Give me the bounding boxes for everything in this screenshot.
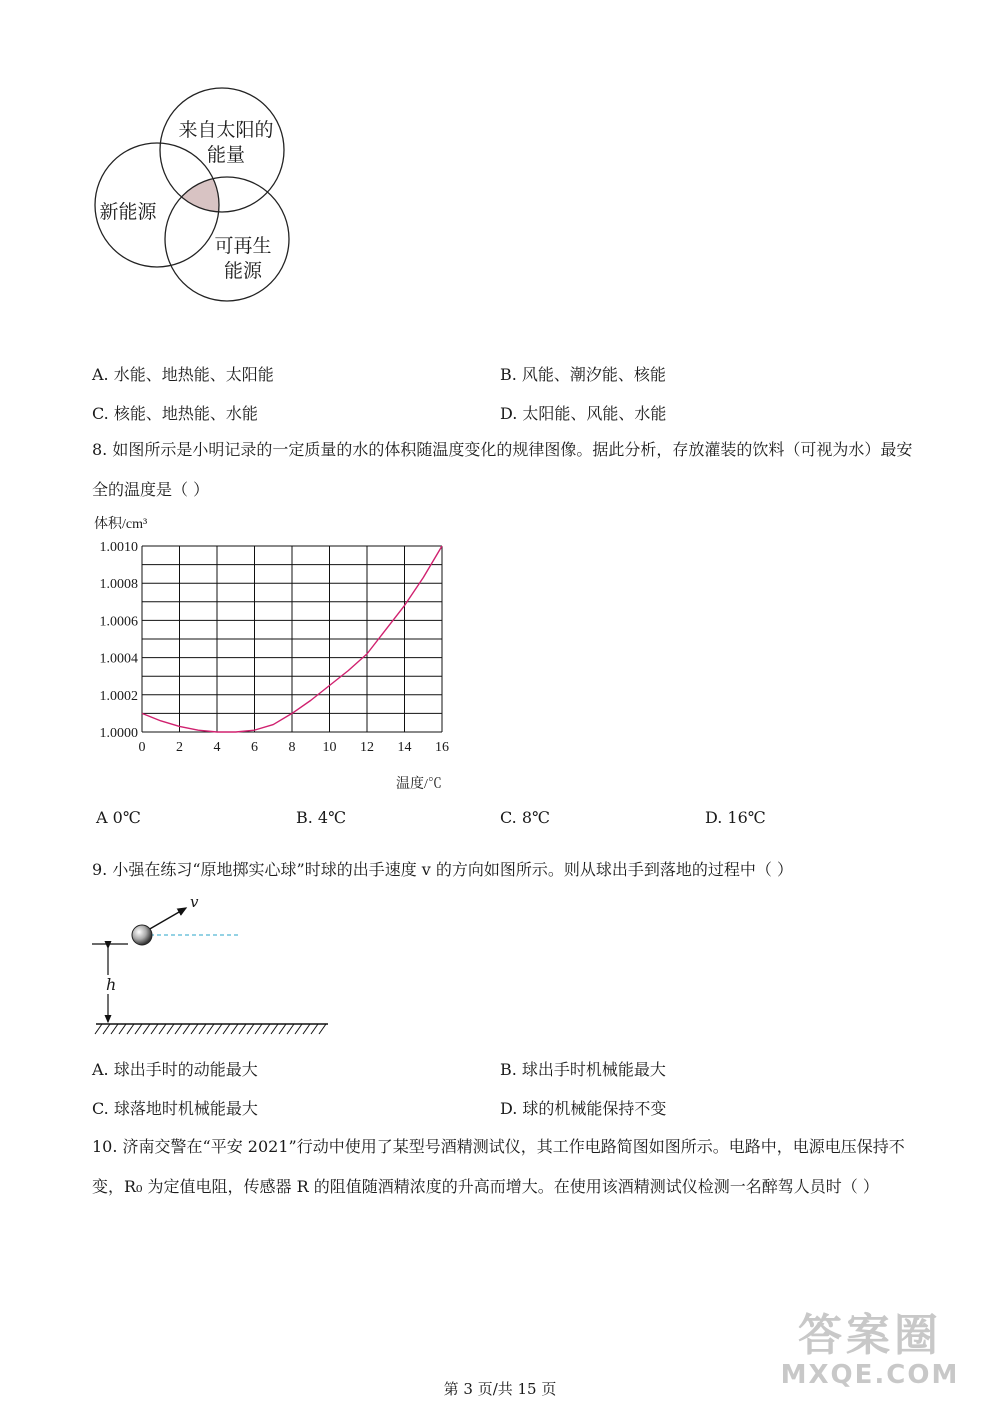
q9-option-c: C. 球落地时机械能最大 bbox=[92, 1099, 258, 1118]
q7-option-b: B. 风能、潮汐能、核能 bbox=[500, 365, 666, 384]
h-label: h bbox=[106, 975, 117, 994]
q8-option-a: A 0℃ bbox=[96, 808, 141, 827]
watermark bbox=[760, 1312, 980, 1402]
hatch-mark bbox=[279, 1024, 286, 1034]
x-tick-label: 16 bbox=[435, 740, 449, 755]
q8-option-d: D. 16℃ bbox=[705, 808, 766, 827]
hatch-mark bbox=[231, 1024, 238, 1034]
hatch-mark bbox=[199, 1024, 206, 1034]
q10-stem: 10. 济南交警在“平安 2021”行动中使用了某型号酒精测试仪，其工作电路简图如图所示。电路中，电源电压保持不变，R₀ 为定值电阻，传感器 R 的阻值随酒精浓度的升高而增大。在使用该酒精测试仪检测一名醉驾人员时（ ） bbox=[92, 1137, 905, 1196]
hatch-mark bbox=[263, 1024, 270, 1034]
y-tick-label: 1.0008 bbox=[99, 577, 138, 593]
hatch-mark bbox=[95, 1024, 102, 1034]
hatch-mark bbox=[311, 1024, 318, 1034]
q8-option-b: B. 4℃ bbox=[296, 808, 347, 827]
hatch-mark bbox=[295, 1024, 302, 1034]
volume-temperature-chart bbox=[80, 508, 480, 798]
hatch-mark bbox=[127, 1024, 134, 1034]
q9-option-b: B. 球出手时机械能最大 bbox=[500, 1060, 666, 1079]
q7-option-d: D. 太阳能、风能、水能 bbox=[500, 404, 667, 423]
x-tick-label: 8 bbox=[288, 740, 296, 755]
y-axis-label: 体积/cm³ bbox=[94, 517, 148, 532]
x-tick-label: 10 bbox=[322, 740, 337, 755]
x-tick-label: 14 bbox=[397, 740, 412, 755]
x-tick-label: 2 bbox=[176, 740, 183, 755]
throw-svg bbox=[90, 892, 340, 1042]
hatch-mark bbox=[175, 1024, 182, 1034]
hatch-mark bbox=[223, 1024, 230, 1034]
v-label: v bbox=[190, 893, 199, 911]
chart-svg bbox=[80, 508, 480, 798]
y-tick-label: 1.0002 bbox=[99, 688, 138, 704]
venn-label-renewable-line2: 能源 bbox=[223, 260, 262, 282]
hatch-mark bbox=[215, 1024, 222, 1034]
x-tick-label: 6 bbox=[251, 740, 258, 755]
watermark-url: MXQE.COM bbox=[780, 1360, 960, 1390]
hatch-mark bbox=[135, 1024, 142, 1034]
q9-stem: 9. 小强在练习“原地掷实心球”时球的出手速度 v 的方向如图所示。则从球出手到落地的过程中（ ） bbox=[92, 860, 794, 879]
venn-label-sun bbox=[170, 118, 282, 168]
hatch-mark bbox=[239, 1024, 246, 1034]
page-footer: 第 3 页/共 15 页 bbox=[443, 1380, 557, 1398]
hatch-mark bbox=[207, 1024, 214, 1034]
q8-option-c: C. 8℃ bbox=[500, 808, 550, 827]
venn-label-new: 新能源 bbox=[99, 201, 157, 223]
venn-label-renewable bbox=[208, 234, 278, 284]
hatch-mark bbox=[183, 1024, 190, 1034]
q7-option-c: C. 核能、地热能、水能 bbox=[92, 404, 258, 423]
x-tick-label: 0 bbox=[138, 740, 146, 755]
y-tick-label: 1.0006 bbox=[99, 614, 138, 630]
q9-option-a: A. 球出手时的动能最大 bbox=[92, 1060, 258, 1079]
q8-stem: 8. 如图所示是小明记录的一定质量的水的体积随温度变化的规律图像。据此分析，存放灌装的饮料（可视为水）最安全的温度是（ ） bbox=[92, 440, 913, 499]
hatch-mark bbox=[103, 1024, 110, 1034]
ball bbox=[132, 925, 152, 945]
hatch-mark bbox=[303, 1024, 310, 1034]
watermark-logo: 答案圈 bbox=[798, 1310, 942, 1361]
x-axis-label: 温度/℃ bbox=[396, 777, 442, 792]
y-tick-label: 1.0010 bbox=[99, 540, 138, 555]
throw-diagram bbox=[90, 892, 340, 1042]
hatch-mark bbox=[247, 1024, 254, 1034]
hatch-mark bbox=[191, 1024, 198, 1034]
hatch-mark bbox=[143, 1024, 150, 1034]
hatch-mark bbox=[255, 1024, 262, 1034]
hatch-mark bbox=[159, 1024, 166, 1034]
y-tick-label: 1.0004 bbox=[99, 651, 138, 667]
hatch-mark bbox=[271, 1024, 278, 1034]
hatch-mark bbox=[167, 1024, 174, 1034]
hatch-mark bbox=[119, 1024, 126, 1034]
x-tick-label: 4 bbox=[213, 740, 221, 755]
hatch-mark bbox=[287, 1024, 294, 1034]
y-tick-label: 1.0000 bbox=[99, 726, 138, 741]
venn-label-renewable-line1: 可再生 bbox=[214, 235, 272, 257]
velocity-arrow bbox=[148, 908, 186, 930]
q9-option-d: D. 球的机械能保持不变 bbox=[500, 1099, 667, 1118]
ground-hatching bbox=[95, 1024, 326, 1034]
q7-option-a: A. 水能、地热能、太阳能 bbox=[92, 365, 274, 384]
x-tick-label: 12 bbox=[360, 740, 374, 755]
venn-label-sun-line1: 来自太阳的 bbox=[178, 119, 274, 141]
hatch-mark bbox=[111, 1024, 118, 1034]
hatch-mark bbox=[319, 1024, 326, 1034]
venn-label-sun-line2: 能量 bbox=[206, 144, 245, 166]
hatch-mark bbox=[151, 1024, 158, 1034]
